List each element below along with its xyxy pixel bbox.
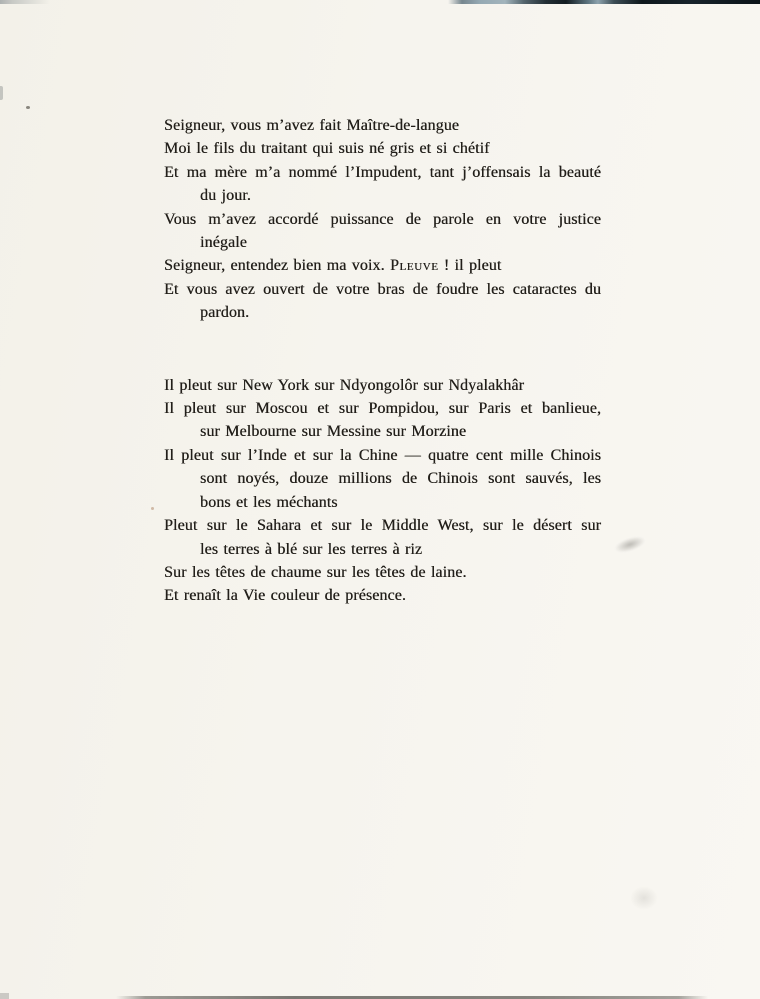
poem-line: Et vous avez ouvert de votre bras de foudre les cataractes du xyxy=(164,280,601,298)
poem-line: Il pleut sur Moscou et sur Pompidou, sur Paris et banlieue, xyxy=(164,400,601,418)
poem-line: Et renaît la Vie couleur de présence. xyxy=(164,587,406,605)
poem-line: sont noyés, douze millions de Chinois sont sauvés, les xyxy=(200,470,601,488)
poem-line: bons et les méchants xyxy=(200,493,338,511)
scan-corner-mark xyxy=(0,993,9,999)
poem-line-segment: ! il pleut xyxy=(438,257,502,275)
paper-smudge xyxy=(630,886,658,910)
poem-line: Il pleut sur l’Inde et sur la Chine — quatre cent mille Chinois xyxy=(164,446,601,464)
paper-speck xyxy=(151,507,154,510)
stanza-2 xyxy=(164,374,601,608)
poem-line xyxy=(164,254,601,277)
poem-line-segment: Seigneur, entendez bien ma voix. xyxy=(164,257,390,275)
poem-line: Vous m’avez accordé puissance de parole en votre justice xyxy=(164,210,601,228)
stanza-1 xyxy=(164,114,601,325)
poem-line: Moi le fils du traitant qui suis né gris et si chétif xyxy=(164,140,490,158)
scan-edge-top xyxy=(0,0,760,4)
poem-line: les terres à blé sur les terres à riz xyxy=(200,540,423,558)
scan-edge-left-mark xyxy=(0,86,3,100)
poem-line: inégale xyxy=(200,234,247,252)
poem-line: Il pleut sur New York sur Ndyongolôr sur Ndyalakhâr xyxy=(164,376,524,394)
poem-line: Sur les têtes de chaume sur les têtes de laine. xyxy=(164,563,467,581)
poem-smallcaps-word: Pleuve xyxy=(389,257,439,275)
poem-line: du jour. xyxy=(200,187,251,205)
paper-speck xyxy=(26,106,30,109)
poem-text-block xyxy=(164,114,601,608)
poem-line: Pleut sur le Sahara et sur le Middle West, sur le désert sur xyxy=(164,517,601,535)
poem-line: pardon. xyxy=(200,304,250,322)
poem-line: Seigneur, vous m’avez fait Maître-de-langue xyxy=(164,117,460,134)
poem-line: sur Melbourne sur Messine sur Morzine xyxy=(200,423,467,441)
paper-smudge xyxy=(613,533,647,555)
poem-line: Et ma mère m’a nommé l’Impudent, tant j’offensais la beauté xyxy=(164,163,601,181)
